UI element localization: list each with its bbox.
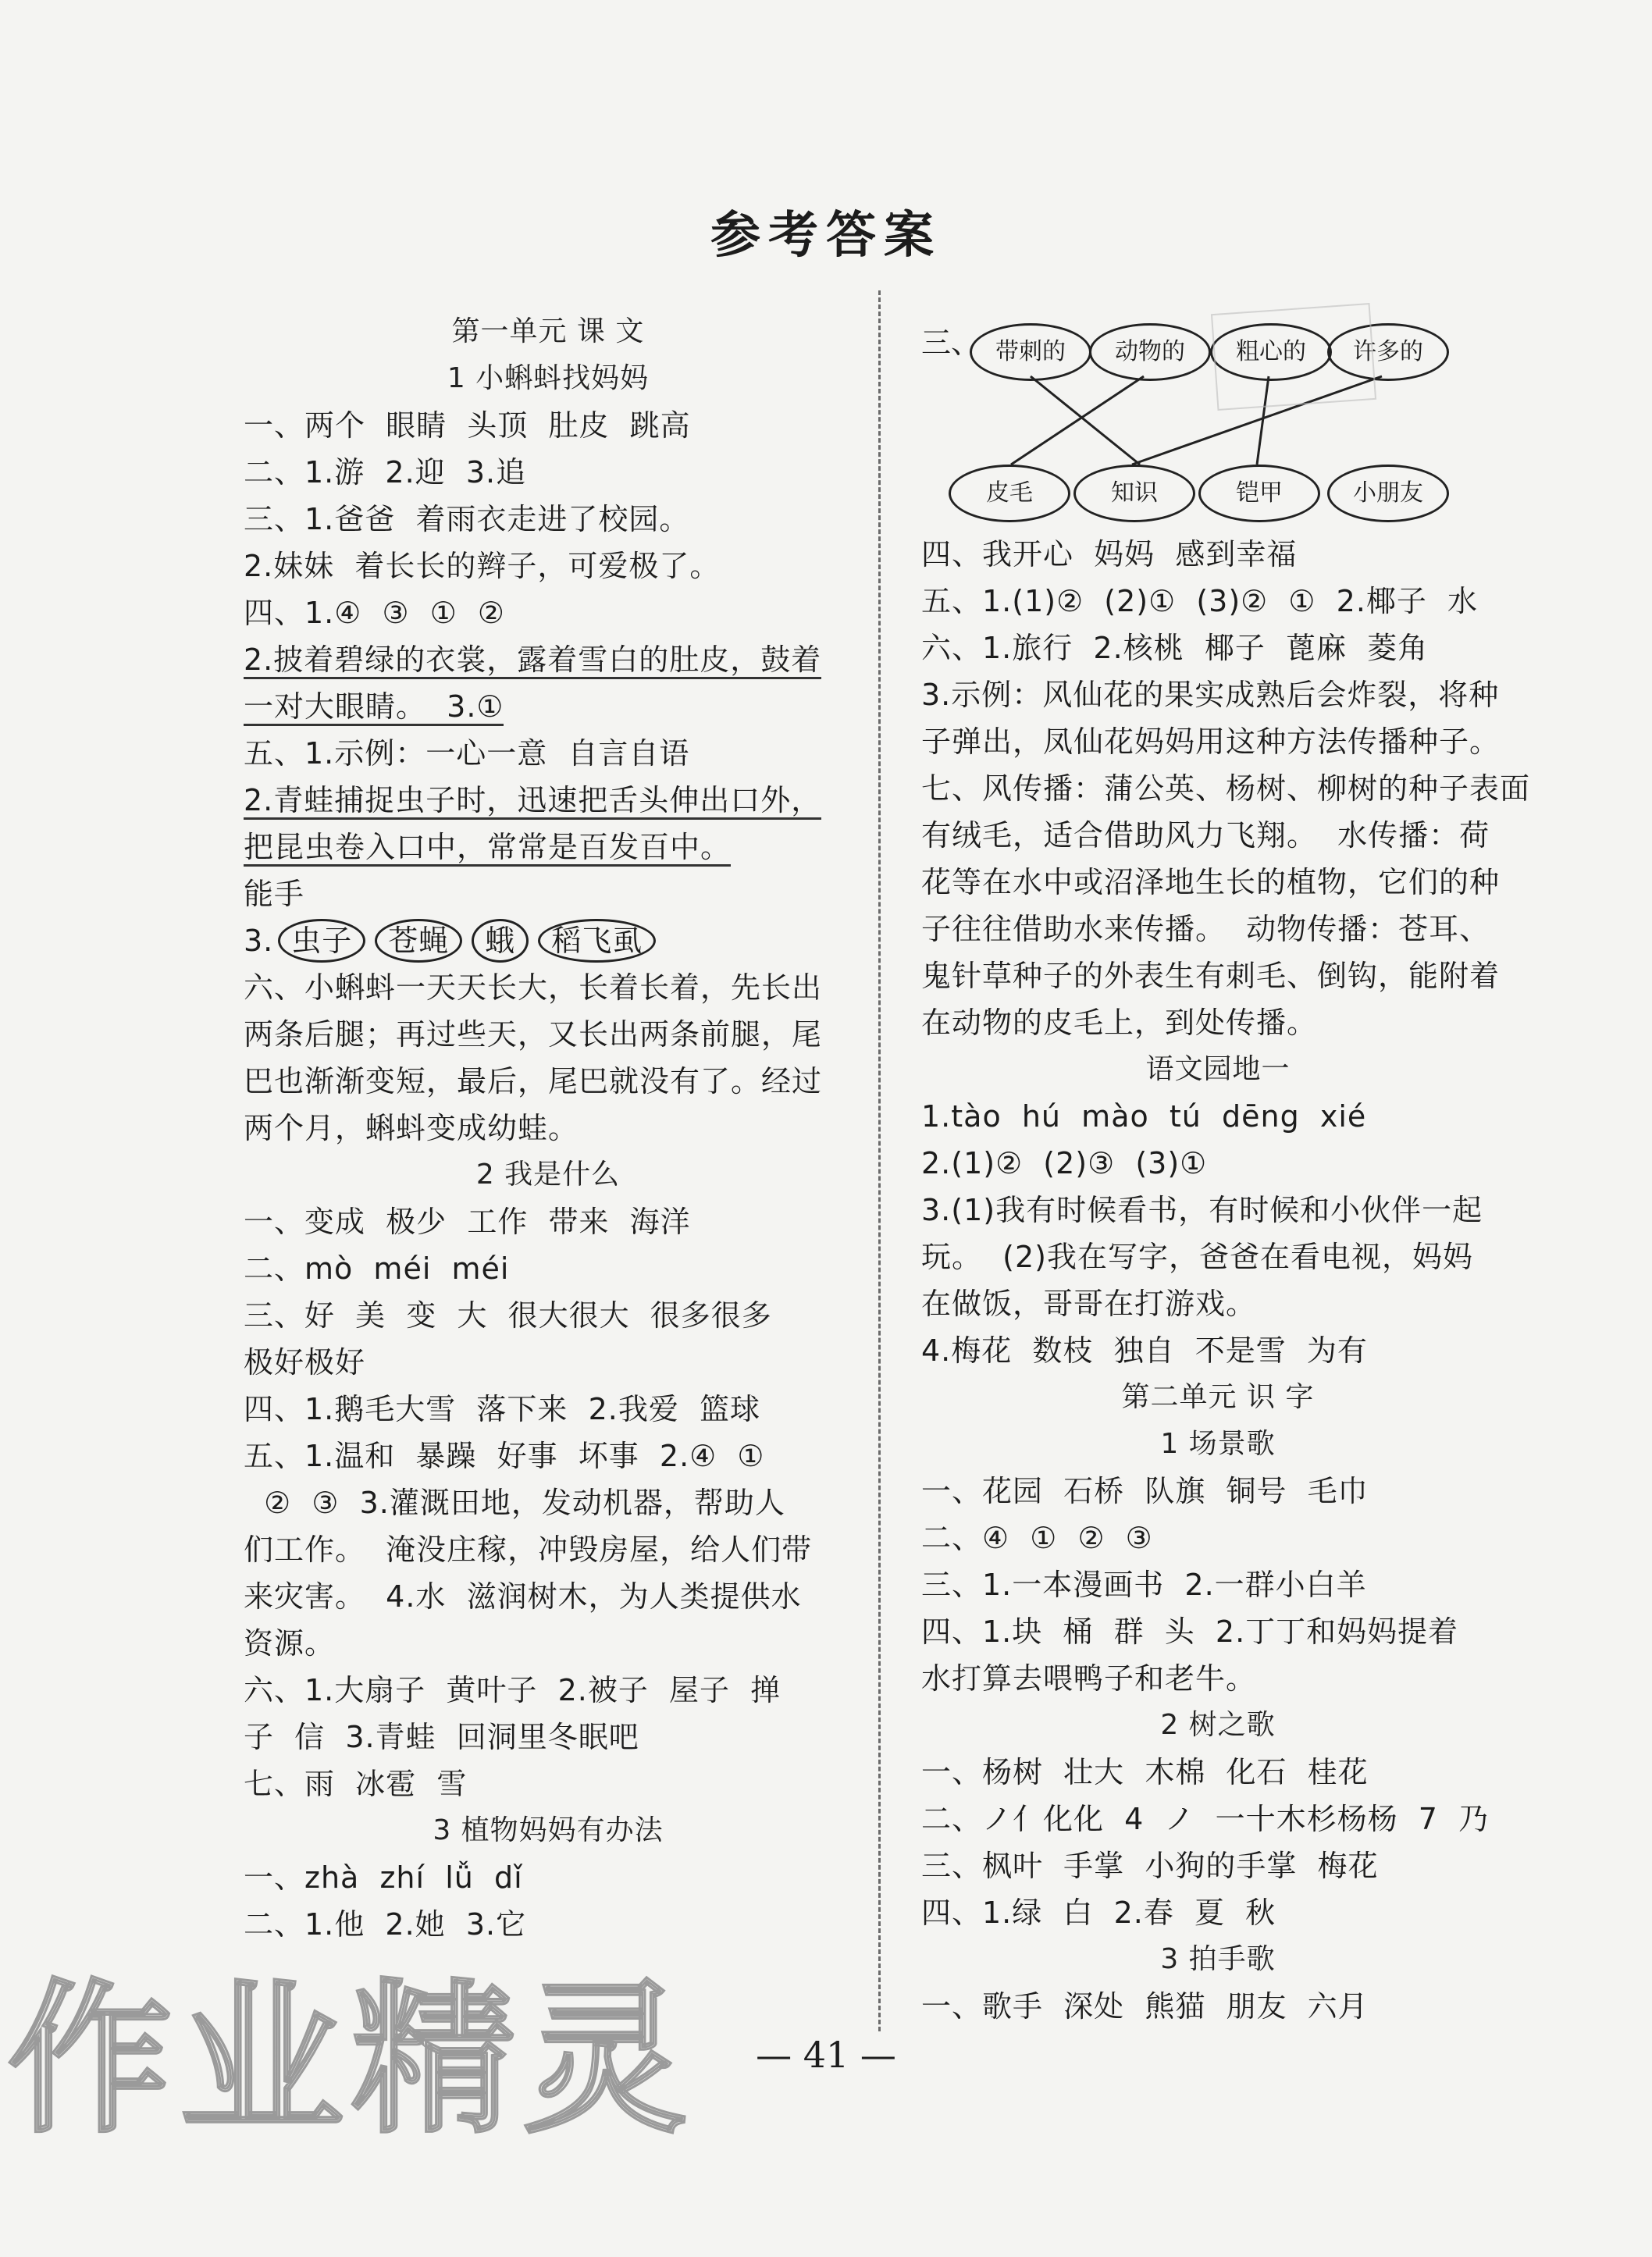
line-text: 六、小蝌蚪一天天长大，长着长着，先长出	[244, 970, 823, 1005]
answer-line	[921, 1093, 1515, 1140]
line-text: 3 植物妈妈有办法	[433, 1814, 664, 1846]
section-heading	[921, 1936, 1515, 1983]
line-text: 三、1.一本漫画书 2.一群小白羊	[921, 1568, 1367, 1602]
line-text: 在做饭，哥哥在打游戏。	[921, 1287, 1257, 1321]
line-text: 2.青蛙捕捉虫子时，迅速把舌头伸出口外，	[244, 783, 821, 820]
line-text: 2.(1)② (2)③ (3)①	[921, 1146, 1208, 1180]
line-text: 二、1.他 2.她 3.它	[244, 1907, 527, 1942]
answer-line	[244, 1105, 853, 1152]
line-text: 五、1.示例：一心一意 自言自语	[244, 736, 690, 771]
answer-line	[244, 1667, 853, 1714]
stamp-mark	[1211, 303, 1376, 411]
answer-line	[244, 1760, 853, 1807]
line-text: 一、变成 极少 工作 带来 海洋	[244, 1205, 691, 1239]
line-text: 二、ノ亻化化 4 ノ 一十木杉杨杨 7 乃	[921, 1802, 1490, 1836]
answer-line	[244, 1245, 853, 1292]
line-text: 水打算去喂鸭子和老牛。	[921, 1661, 1257, 1696]
line-text: 一、歌手 深处 熊猫 朋友 六月	[921, 1989, 1369, 2024]
answer-line	[921, 812, 1515, 859]
line-text: 两个月，蝌蚪变成幼蛙。	[244, 1111, 579, 1145]
line-text: 1.tào hú mào tú dēng xié	[921, 1099, 1367, 1134]
answer-line	[244, 1854, 853, 1901]
line-text: 在动物的皮毛上，到处传播。	[921, 1006, 1318, 1040]
answer-line	[921, 1561, 1515, 1608]
line-text: 二、④ ① ② ③	[921, 1521, 1153, 1555]
answer-line	[244, 1292, 853, 1339]
line-text: 三、枫叶 手掌 小狗的手掌 梅花	[921, 1849, 1379, 1883]
answer-line	[921, 1796, 1515, 1842]
line-text: 两条后腿；再过些天，又长出两条前腿，尾	[244, 1017, 823, 1052]
answer-line	[244, 1620, 853, 1667]
line-text: 一、两个 眼睛 头顶 肚皮 跳高	[244, 408, 691, 443]
line-text: 四、1.④ ③ ① ②	[244, 596, 505, 630]
answer-line	[244, 1386, 853, 1433]
diagram-label: 三、	[921, 326, 981, 360]
line-text: 3.(1)我有时候看书，有时候和小伙伴一起	[921, 1193, 1483, 1227]
answer-line	[244, 1198, 853, 1245]
line-text: 语文园地一	[1145, 1053, 1291, 1085]
circled-word: 苍蝇	[375, 919, 462, 963]
answer-line	[244, 1573, 853, 1620]
circled-word: 虫子	[278, 919, 365, 963]
answer-line	[244, 402, 853, 449]
answer-line	[921, 1655, 1515, 1702]
answer-line	[244, 1339, 853, 1386]
answer-line	[244, 917, 853, 964]
line-text: 四、1.鹅毛大雪 落下来 2.我爱 篮球	[244, 1392, 760, 1426]
line-text: 子往往借助水来传播。 动物传播：苍耳、	[921, 912, 1490, 946]
answer-line	[244, 964, 853, 1011]
answer-line	[921, 671, 1515, 718]
match-line	[1382, 376, 1390, 465]
left-column	[244, 308, 853, 1948]
line-text: 子 信 3.青蛙 回洞里冬眠吧	[244, 1720, 639, 1754]
line-text: 子弹出，凤仙花妈妈用这种方法传播种子。	[921, 724, 1501, 759]
line-text: 四、1.绿 白 2.春 夏 秋	[921, 1896, 1276, 1930]
answer-line	[921, 1140, 1515, 1187]
line-text: 1 小蝌蚪找妈妈	[447, 362, 650, 394]
answer-line	[244, 449, 853, 496]
line-text: 把昆虫卷入口中，常常是百发百中。	[244, 830, 731, 867]
diagram-bottom-3: 铠甲	[1198, 465, 1320, 522]
answer-line	[244, 870, 853, 917]
answer-line	[244, 1714, 853, 1760]
line-text: 玩。 (2)我在写字，爸爸在看电视，妈妈	[921, 1240, 1473, 1274]
line-text: 五、1.(1)② (2)① (3)② ① 2.椰子 水	[921, 584, 1479, 618]
answer-line	[244, 1479, 853, 1526]
line-text: 鬼针草种子的外表生有刺毛、倒钩，能附着	[921, 959, 1501, 993]
line-text: 第一单元 课 文	[451, 315, 645, 347]
diagram-top-1: 带刺的	[970, 323, 1091, 381]
line-text: 们工作。 淹没庄稼，冲毁房屋，给人们带	[244, 1533, 813, 1567]
line-text: 五、1.温和 暴躁 好事 坏事 2.④ ①	[244, 1439, 765, 1473]
line-text: 三、1.爸爸 着雨衣走进了校园。	[244, 502, 690, 536]
line-text: 1 场景歌	[1160, 1428, 1276, 1460]
answer-line	[244, 1058, 853, 1105]
line-text: 巴也渐渐变短，最后，尾巴就没有了。经过	[244, 1064, 823, 1098]
section-heading	[921, 1702, 1515, 1749]
answer-line	[244, 1526, 853, 1573]
answer-line	[244, 1011, 853, 1058]
line-text: 极好极好	[244, 1345, 366, 1379]
section-heading	[244, 308, 853, 355]
line-text: 来灾害。 4.水 滋润树木，为人类提供水	[244, 1579, 802, 1614]
answer-line	[244, 1433, 853, 1479]
line-text: 有绒毛，适合借助风力飞翔。 水传播：荷	[921, 818, 1490, 853]
line-text: 三、好 美 变 大 很大很大 很多很多	[244, 1298, 772, 1333]
line-text: 一、zhà zhí lǚ dǐ	[244, 1860, 523, 1895]
diagram-bottom-4: 小朋友	[1327, 465, 1449, 522]
section-heading	[244, 355, 853, 402]
answer-line	[921, 952, 1515, 999]
diagram-top-3: 粗心的	[1210, 323, 1332, 381]
answer-line	[244, 636, 853, 683]
answer-line	[244, 589, 853, 636]
line-text: 四、我开心 妈妈 感到幸福	[921, 537, 1298, 571]
line-text: 2.妹妹 着长长的辫子，可爱极了。	[244, 549, 721, 583]
page-title: 参考答案	[710, 207, 942, 265]
diagram-top-2: 动物的	[1089, 323, 1211, 381]
circled-word: 稻飞虱	[538, 919, 656, 963]
answer-line	[921, 765, 1531, 812]
answer-line	[921, 1468, 1515, 1515]
column-divider	[878, 290, 881, 2031]
line-text: 3.示例：风仙花的果实成熟后会炸裂，将种	[921, 678, 1500, 712]
line-text: ② ③ 3.灌溉田地，发动机器，帮助人	[244, 1486, 785, 1520]
line-text: 花等在水中或沼泽地生长的植物，它们的种	[921, 865, 1501, 899]
line-text: 六、1.旅行 2.核桃 椰子 蓖麻 菱角	[921, 631, 1429, 665]
line-text: 二、1.游 2.迎 3.追	[244, 455, 527, 489]
answer-line	[244, 683, 853, 730]
line-text: 四、1.块 桶 群 头 2.丁丁和妈妈提着	[921, 1614, 1459, 1649]
line-text: 3 拍手歌	[1160, 1943, 1276, 1975]
watermark: 作业精灵	[8, 1963, 696, 2156]
answer-line	[244, 496, 853, 543]
line-text: 七、雨 冰雹 雪	[244, 1767, 468, 1801]
answer-line	[921, 1608, 1515, 1655]
answer-line	[244, 543, 853, 589]
line-text: 资源。	[244, 1626, 336, 1661]
line-text: 一、杨树 壮大 木棉 化石 桂花	[921, 1755, 1369, 1789]
answer-line	[921, 531, 1515, 578]
answer-line	[921, 999, 1515, 1046]
section-heading	[244, 1807, 853, 1854]
answer-line	[921, 1280, 1515, 1327]
section-heading	[921, 1046, 1515, 1093]
line-text: 七、风传播：蒲公英、杨树、柳树的种子表面	[921, 771, 1531, 806]
answer-line	[921, 859, 1515, 906]
line-text: 一、花园 石桥 队旗 铜号 毛巾	[921, 1474, 1369, 1508]
line-text: 二、mò méi méi	[244, 1251, 510, 1286]
answer-line	[921, 1842, 1515, 1889]
answer-line	[244, 730, 853, 777]
section-heading	[921, 1374, 1515, 1421]
line-text: 一对大眼睛。 3.①	[244, 689, 504, 726]
answer-line	[921, 578, 1515, 625]
answer-line	[244, 824, 853, 870]
line-text: 能手	[244, 877, 305, 911]
line-text: 4.梅花 数枝 独自 不是雪 为有	[921, 1333, 1368, 1368]
right-column	[921, 531, 1531, 2030]
answer-line	[921, 625, 1515, 671]
answer-line	[921, 1234, 1515, 1280]
line-text: 第二单元 识 字	[1121, 1381, 1315, 1413]
section-heading	[921, 1421, 1515, 1468]
circled-word: 蛾	[472, 919, 529, 963]
answer-line	[921, 718, 1515, 765]
diagram-top-4: 许多的	[1327, 323, 1449, 381]
answer-line	[921, 1187, 1515, 1234]
page-number: — 41 —	[756, 2034, 896, 2076]
answer-line	[921, 1749, 1515, 1796]
line-text: 六、1.大扇子 黄叶子 2.被子 屋子 掸	[244, 1673, 781, 1707]
answer-line	[244, 777, 853, 824]
answer-line	[921, 1515, 1515, 1561]
diagram-bottom-1: 皮毛	[949, 465, 1070, 522]
diagram-bottom-2: 知识	[1073, 465, 1195, 522]
line-text: 2 树之歌	[1160, 1709, 1276, 1741]
answer-line	[921, 1983, 1515, 2030]
line-text: 2.披着碧绿的衣裳，露着雪白的肚皮，鼓着	[244, 643, 821, 679]
line-text: 2 我是什么	[475, 1159, 621, 1191]
section-heading	[244, 1152, 853, 1198]
answer-line	[921, 1327, 1515, 1374]
answer-line	[921, 1889, 1515, 1936]
line-text: 3.	[244, 924, 274, 958]
answer-line	[921, 906, 1515, 952]
